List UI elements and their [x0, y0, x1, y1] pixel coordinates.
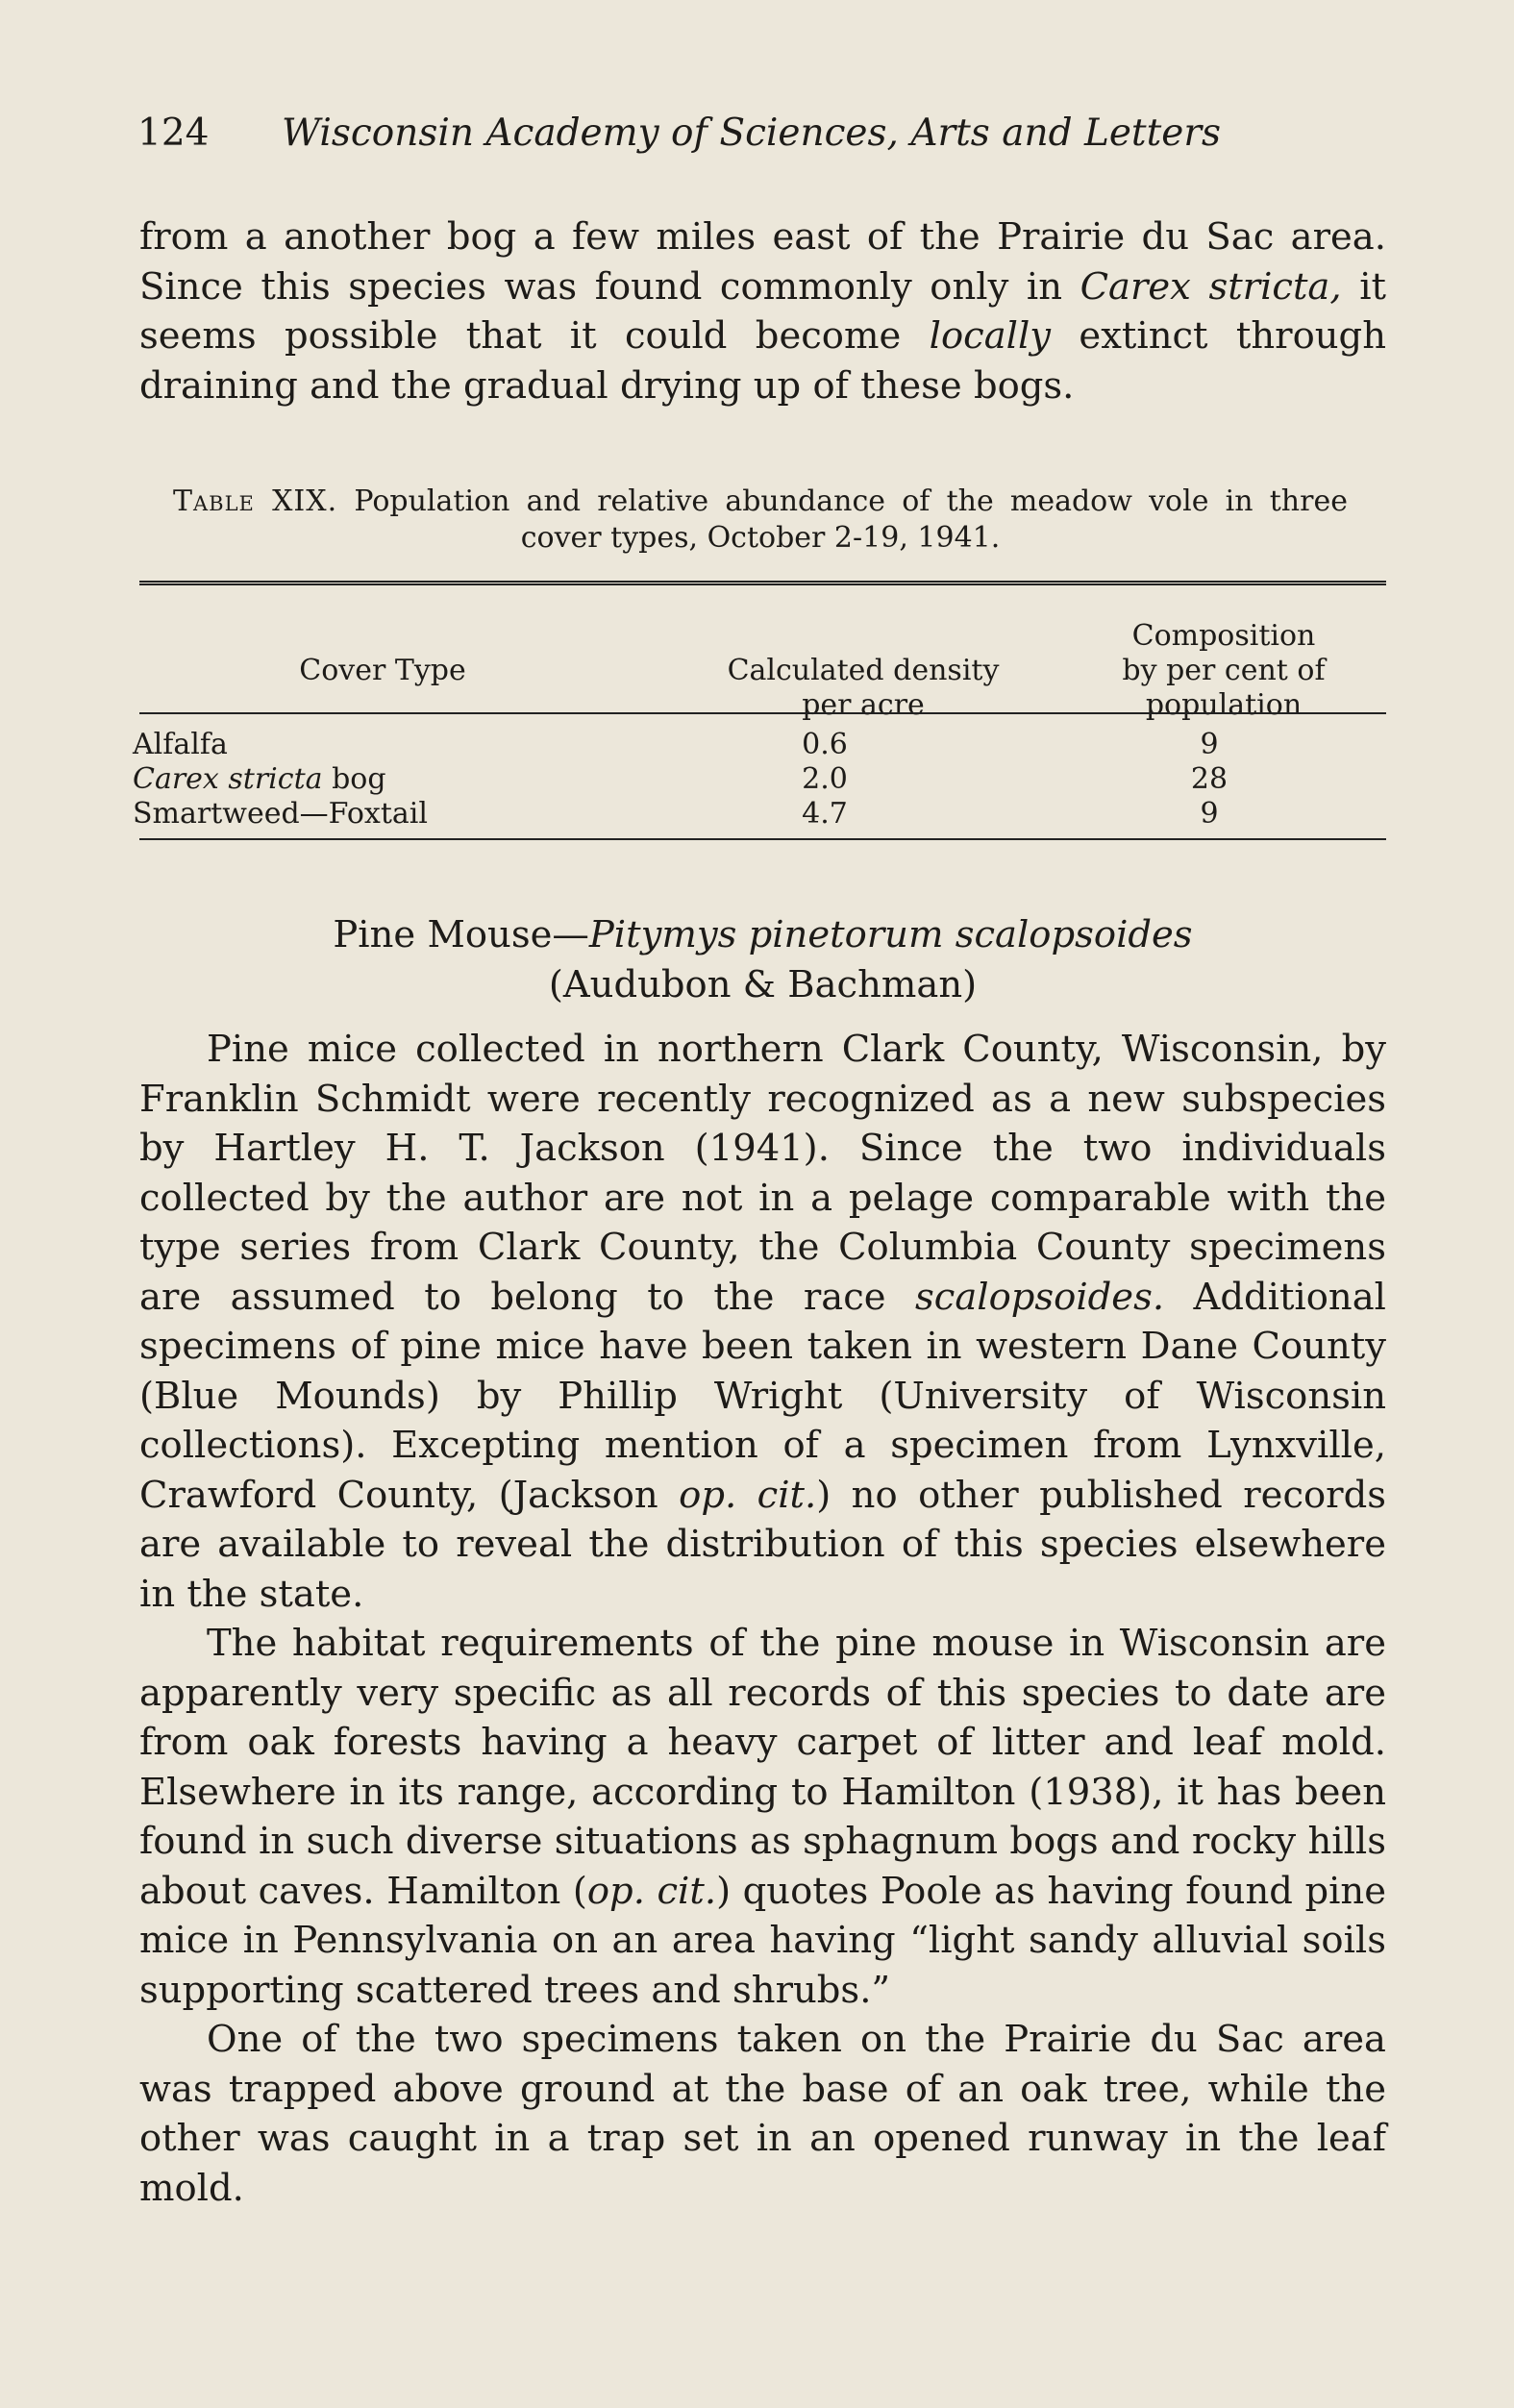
journal-title: Wisconsin Academy of Sciences, Arts and Letters: [282, 112, 1221, 155]
table-header-rule: [139, 712, 1386, 714]
running-header: [137, 112, 1221, 155]
col-composition: Composition by per cent of population: [1122, 619, 1326, 722]
section-heading: Pine Mouse—Pitymys pinetorum scalopsoides (Audubon & Bachman): [139, 910, 1386, 1010]
table-label: Table XIX.: [173, 484, 338, 518]
table-bottom-rule: [139, 838, 1386, 840]
body-text: [139, 1025, 1386, 2213]
table-row: Smartweed—Foxtail 4.7 9: [133, 797, 1219, 831]
table-top-rule: [139, 581, 1386, 585]
intro-paragraph: from a another bog a few miles east of the Prairie du Sac area. Since this species was found commonly only in Carex stricta, it seems possible that it could become locally extinct through draining and the gradual drying up of these bogs.: [139, 215, 1386, 408]
page-number: 124: [137, 112, 210, 155]
paragraph: Pine mice collected in northern Clark County, Wisconsin, by Franklin Schmidt were recently recognized as a new subspecies by Hartley H. T. Jackson (1941). Since the two individuals collected by the author are not in a pelage comparable with the type series from Clark County, the Columbia County specimens are assumed to belong to the race scalopsoides. Additional specimens of pine mice have been taken in western Dane County (Blue Mounds) by Phillip Wright (University of Wisconsin collections). Excepting mention of a specimen from Lynxville, Crawford County, (Jackson op. cit.) no other published records are available to reveal the distribution of this species elsewhere in the state.: [139, 1028, 1386, 1616]
paragraph: The habitat requirements of the pine mouse in Wisconsin are apparently very specific as all records of this species to date are from oak forests having a heavy carpet of litter and leaf mold. Elsewhere in its range, according to Hamilton (1938), it has been found in such diverse situations as sphagnum bogs and rocky hills about caves. Hamilton (op. cit.) quotes Poole as having found pine mice in Pennsylvania on an area having “light sandy alluvial soils supporting scattered trees and shrubs.”: [139, 1622, 1386, 2012]
col-density: Calculated density per acre: [727, 654, 1000, 722]
col-cover-type: Cover Type: [299, 654, 466, 687]
section-authority: (Audubon & Bachman): [548, 963, 978, 1006]
paragraph: One of the two specimens taken on the Prairie du Sac area was trapped above ground at the base of an oak tree, while the other was caught in a trap set in an opened runway in the leaf mold.: [139, 2018, 1386, 2210]
table-caption: [173, 484, 1348, 557]
table-row: Alfalfa 0.6 9: [133, 728, 1219, 761]
table-caption-text: Population and relative abundance of the meadow vole in three cover types, October 2-19, 1941.: [354, 484, 1348, 555]
table-row: Carex stricta bog 2.0 28: [133, 762, 1229, 796]
